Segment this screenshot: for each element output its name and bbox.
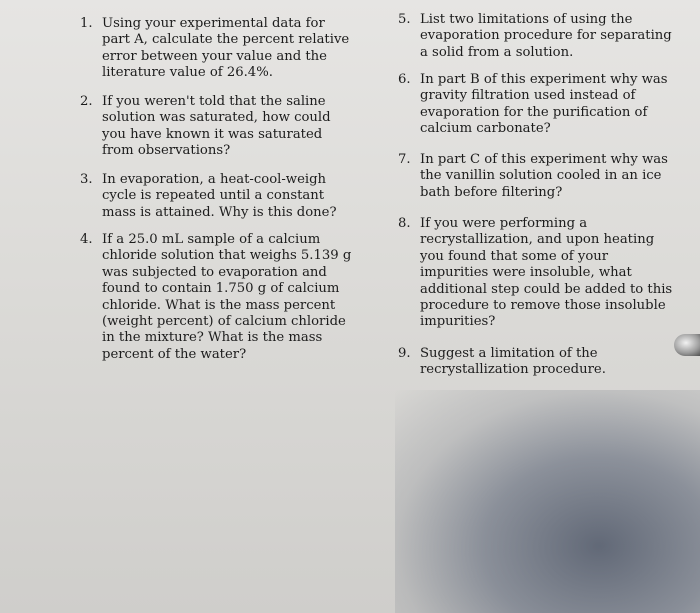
question-number: 6. bbox=[398, 72, 411, 87]
question-number: 8. bbox=[398, 216, 411, 231]
question-text: If you weren't told that the saline solution was saturated, how could you have known it was saturated from observations? bbox=[102, 94, 331, 159]
hand-shadow bbox=[395, 390, 700, 613]
question-number: 3. bbox=[80, 172, 93, 187]
question-number: 9. bbox=[398, 346, 411, 361]
question-3 bbox=[80, 172, 355, 221]
question-number: 4. bbox=[80, 232, 93, 247]
question-text: List two limitations of using the evaporation procedure for separating a solid from a solution. bbox=[420, 12, 672, 60]
question-9 bbox=[398, 346, 678, 379]
question-number: 5. bbox=[398, 12, 411, 27]
question-number: 2. bbox=[80, 94, 93, 109]
question-text: In evaporation, a heat-cool-weigh cycle is repeated until a constant mass is attained. Why is this done? bbox=[102, 172, 337, 220]
question-number: 1. bbox=[80, 16, 93, 31]
question-text: Using your experimental data for part A, calculate the percent relative error between your value and the literature value of 26.4%. bbox=[102, 16, 350, 81]
question-text: In part C of this experiment why was the vanillin solution cooled in an ice bath before filtering? bbox=[420, 152, 668, 200]
question-4 bbox=[80, 232, 355, 363]
question-number: 7. bbox=[398, 152, 411, 167]
question-text: If you were performing a recrystallization, and upon heating you found that some of your impurities were insoluble, what additional step could be added to this procedure to remove those insoluble impurities? bbox=[420, 216, 673, 330]
question-text: Suggest a limitation of the recrystallization procedure. bbox=[420, 346, 606, 378]
question-7 bbox=[398, 152, 678, 201]
question-text: If a 25.0 mL sample of a calcium chloride solution that weighs 5.139 g was subjected to evaporation and found to contain 1.750 g of calcium chloride. What is the mass percent (weight percent) of calcium chloride in the mixture? What is the mass percent of the water? bbox=[102, 232, 352, 362]
question-1 bbox=[80, 16, 355, 82]
question-5 bbox=[398, 12, 678, 61]
question-2 bbox=[80, 94, 355, 160]
question-8 bbox=[398, 216, 678, 331]
question-6 bbox=[398, 72, 678, 138]
question-text: In part B of this experiment why was gravity filtration used instead of evaporation for the purification of calcium carbonate? bbox=[420, 72, 668, 137]
